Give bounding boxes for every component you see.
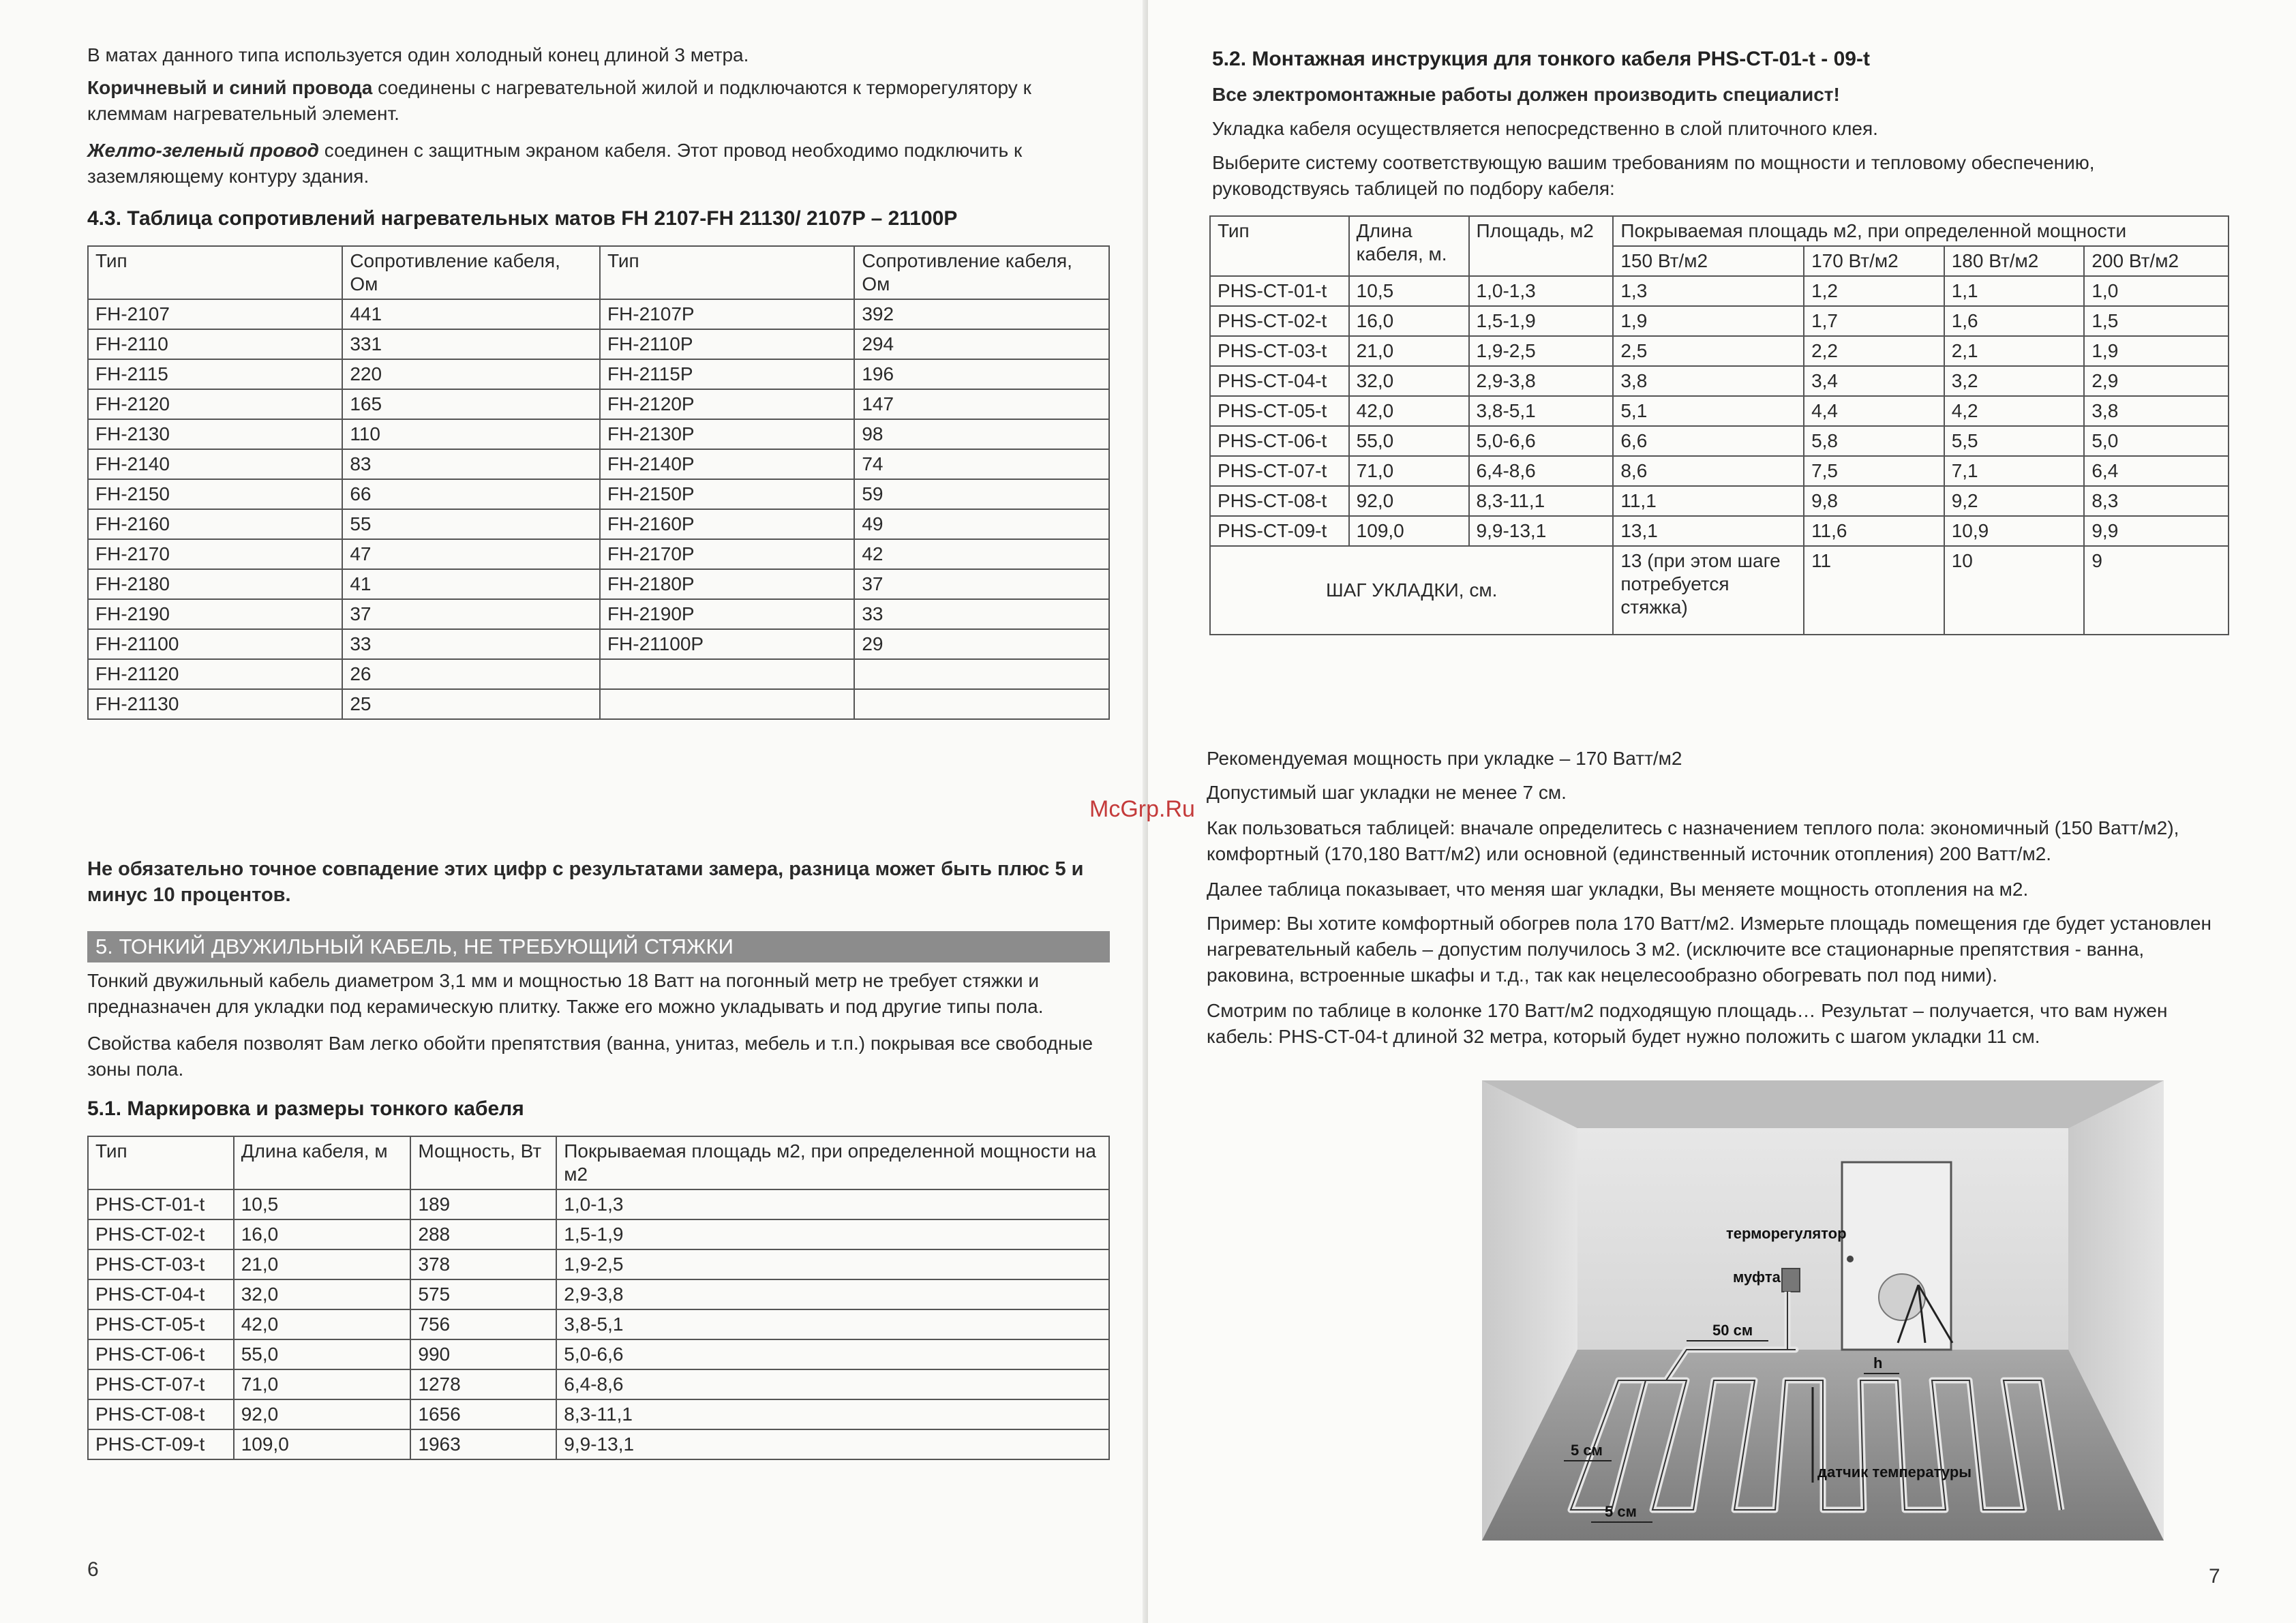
marking-cell: 378 [410, 1249, 556, 1279]
table-row [88, 1219, 1109, 1249]
resistance-cell: FH-2130 [88, 419, 342, 449]
selection-cell: PHS-CT-01-t [1210, 276, 1349, 306]
allowed-step: Допустимый шаг укладки не менее 7 см. [1207, 782, 1567, 803]
label-h: h [1873, 1354, 1883, 1371]
brown-blue-wires-label: Коричневый и синий провода [87, 77, 373, 98]
table-row [88, 1309, 1109, 1339]
resistance-cell: FH-2110 [88, 329, 342, 359]
resistance-cell: FH-2115 [88, 359, 342, 389]
marking-cell: 189 [410, 1189, 556, 1219]
power-header-cell: 200 Вт/м2 [2084, 246, 2229, 276]
table-row [88, 1279, 1109, 1309]
resistance-cell: FH-21120 [88, 659, 342, 689]
selection-cell: 6,6 [1613, 426, 1804, 456]
marking-header-cell: Тип [88, 1136, 234, 1189]
selection-cell: 21,0 [1349, 336, 1469, 366]
door-handle [1847, 1256, 1854, 1262]
marking-cell: 1278 [410, 1369, 556, 1399]
selection-cell: 2,9-3,8 [1469, 366, 1614, 396]
resistance-cell: 74 [854, 449, 1109, 479]
resistance-table-header [88, 246, 1109, 299]
selection-cell: 10,9 [1944, 516, 2085, 546]
marking-cell: 1,9-2,5 [556, 1249, 1109, 1279]
marking-cell: 10,5 [234, 1189, 411, 1219]
selection-cell: PHS-CT-07-t [1210, 456, 1349, 486]
selection-cell: 8,3 [2084, 486, 2229, 516]
resistance-table-heading: 4.3. Таблица сопротивлений нагревательных матов FH 2107-FH 21130/ 2107P – 21100P [87, 207, 958, 230]
specialist-warning: Все электромонтажные работы должен производить специалист! [1212, 84, 1840, 105]
resistance-header-cell: Тип [88, 246, 342, 299]
marking-cell: 71,0 [234, 1369, 411, 1399]
resistance-cell: 83 [342, 449, 600, 479]
selection-cell: 13,1 [1613, 516, 1804, 546]
selection-cell: 109,0 [1349, 516, 1469, 546]
table-row [1210, 366, 2229, 396]
resistance-cell: FH-21100P [600, 629, 854, 659]
selection-cell: 1,6 [1944, 306, 2085, 336]
selection-cell: 1,0-1,3 [1469, 276, 1614, 306]
resistance-cell: 47 [342, 539, 600, 569]
recommended-power: Рекомендуемая мощность при укладке – 170 Ватт/м2 [1207, 748, 1682, 769]
selection-cell: 9,2 [1944, 486, 2085, 516]
label-coupling: муфта [1733, 1269, 1781, 1286]
resistance-cell: 29 [854, 629, 1109, 659]
table-row [88, 419, 1109, 449]
floor-heating-diagram [1482, 1080, 2164, 1541]
ceiling [1482, 1080, 2164, 1128]
marking-cell: 92,0 [234, 1399, 411, 1429]
selection-cell: 4,2 [1944, 396, 2085, 426]
resistance-cell: 26 [342, 659, 600, 689]
selection-cell: PHS-CT-06-t [1210, 426, 1349, 456]
table-row [88, 1369, 1109, 1399]
resistance-cell: FH-2190 [88, 599, 342, 629]
resistance-cell: FH-2110P [600, 329, 854, 359]
table-row [1210, 276, 2229, 306]
resistance-cell: FH-2180 [88, 569, 342, 599]
marking-cell: 1,0-1,3 [556, 1189, 1109, 1219]
selection-cell: 3,4 [1804, 366, 1944, 396]
selection-cell: 1,7 [1804, 306, 1944, 336]
selection-cell: 8,3-11,1 [1469, 486, 1614, 516]
marking-cell: PHS-CT-05-t [88, 1309, 234, 1339]
choose-system-paragraph: Выберите систему соответствующую вашим требованиям по мощности и тепловому обеспечению, руководствуясь таблицей по подбору кабеля: [1212, 152, 2095, 199]
selection-cell: 1,1 [1944, 276, 2085, 306]
table-row [88, 689, 1109, 719]
marking-cell: 8,3-11,1 [556, 1399, 1109, 1429]
resistance-cell: FH-2190P [600, 599, 854, 629]
marking-cell: PHS-CT-07-t [88, 1369, 234, 1399]
resistance-cell: FH-2150P [600, 479, 854, 509]
selection-cell: PHS-CT-09-t [1210, 516, 1349, 546]
resistance-cell [600, 659, 854, 689]
resistance-cell: 331 [342, 329, 600, 359]
resistance-cell: FH-2180P [600, 569, 854, 599]
resistance-cell: FH-2140P [600, 449, 854, 479]
resistance-cell: 55 [342, 509, 600, 539]
table-row [88, 329, 1109, 359]
resistance-cell: 66 [342, 479, 600, 509]
resistance-cell: 110 [342, 419, 600, 449]
marking-header-cell: Покрываемая площадь м2, при определенной мощности на м2 [556, 1136, 1109, 1189]
marking-cell: 6,4-8,6 [556, 1369, 1109, 1399]
resistance-cell [854, 659, 1109, 689]
resistance-cell: FH-2107P [600, 299, 854, 329]
laying-step-label: ШАГ УКЛАДКИ, см. [1210, 546, 1613, 635]
selection-cell: 3,8 [1613, 366, 1804, 396]
selection-cell: 1,5-1,9 [1469, 306, 1614, 336]
selection-cell: PHS-CT-03-t [1210, 336, 1349, 366]
resistance-cell: 196 [854, 359, 1109, 389]
resistance-header-cell: Сопротивление кабеля, Ом [342, 246, 600, 299]
resistance-cell: 220 [342, 359, 600, 389]
resistance-cell: 37 [342, 599, 600, 629]
table-row [1210, 426, 2229, 456]
page-number-right: 7 [2209, 1565, 2220, 1588]
marking-cell: 32,0 [234, 1279, 411, 1309]
marking-cell: 21,0 [234, 1249, 411, 1279]
selection-cell: PHS-CT-02-t [1210, 306, 1349, 336]
marking-cell: 1656 [410, 1399, 556, 1429]
marking-cell: PHS-CT-09-t [88, 1429, 234, 1459]
resistance-cell: 392 [854, 299, 1109, 329]
selection-cell: 1,9 [1613, 306, 1804, 336]
label-sensor: датчик температуры [1817, 1463, 1972, 1481]
selection-cell: 6,4 [2084, 456, 2229, 486]
table-row [88, 629, 1109, 659]
marking-cell: 109,0 [234, 1429, 411, 1459]
marking-cell: 3,8-5,1 [556, 1309, 1109, 1339]
resistance-cell: 59 [854, 479, 1109, 509]
table-row [1210, 306, 2229, 336]
resistance-cell: FH-21100 [88, 629, 342, 659]
table-row [88, 659, 1109, 689]
resistance-cell: 294 [854, 329, 1109, 359]
resistance-cell: 98 [854, 419, 1109, 449]
table-row [1210, 516, 2229, 546]
selection-cell: 71,0 [1349, 456, 1469, 486]
selection-cell: 11,6 [1804, 516, 1944, 546]
laying-step-cell: 10 [1944, 546, 2085, 635]
selection-cell: 6,4-8,6 [1469, 456, 1614, 486]
label-50cm: 50 см [1712, 1322, 1753, 1339]
resistance-cell: 33 [342, 629, 600, 659]
selection-cell: 3,2 [1944, 366, 2085, 396]
cable-properties-paragraph: Свойства кабеля позволят Вам легко обойти препятствия (ванна, унитаз, мебель и т.п.) покрывая все свободные зоны пола. [87, 1033, 1093, 1080]
door [1842, 1162, 1951, 1350]
wall-socket [1879, 1274, 1925, 1320]
marking-cell: PHS-CT-06-t [88, 1339, 234, 1369]
label-5cm-b: 5 см [1605, 1503, 1637, 1520]
intro-paragraph: В матах данного типа используется один холодный конец длиной 3 метра. [87, 44, 749, 65]
thermostat-box [1782, 1269, 1800, 1292]
resistance-cell: FH-2130P [600, 419, 854, 449]
marking-table-heading: 5.1. Маркировка и размеры тонкого кабеля [87, 1097, 524, 1120]
brown-blue-wires-paragraph [87, 75, 1110, 127]
marking-cell: 42,0 [234, 1309, 411, 1339]
table-row [1210, 456, 2229, 486]
marking-cell: 5,0-6,6 [556, 1339, 1109, 1369]
selection-cell: 5,0 [2084, 426, 2229, 456]
col-length-header: Длина кабеля, м. [1349, 216, 1469, 276]
marking-cell: 288 [410, 1219, 556, 1249]
selection-cell: PHS-CT-05-t [1210, 396, 1349, 426]
right-page [1148, 0, 2296, 1623]
resistance-cell: 42 [854, 539, 1109, 569]
laying-method-paragraph: Укладка кабеля осуществляется непосредственно в слой плиточного клея. [1212, 118, 1878, 139]
tolerance-note: Не обязательно точное совпадение этих цифр с результатами замера, разница может быть плюс 5 и минус 10 процентов. [87, 858, 1084, 906]
page-number-left: 6 [87, 1558, 99, 1581]
marking-header-cell: Длина кабеля, м [234, 1136, 411, 1189]
table-row [1210, 486, 2229, 516]
label-thermostat: терморегулятор [1726, 1225, 1847, 1242]
table-row [1210, 396, 2229, 426]
table-row [88, 569, 1109, 599]
selection-cell: 2,1 [1944, 336, 2085, 366]
selection-cell: 9,9 [2084, 516, 2229, 546]
selection-cell: 5,5 [1944, 426, 2085, 456]
result-paragraph: Смотрим по таблице в колонке 170 Ватт/м2 подходящую площадь… Результат – получается, что вам нужен кабель: PHS-CT-04-t длиной 32 метра, который будет нужно положить с шагом укладки 11 см. [1207, 1000, 2168, 1047]
resistance-cell: FH-21130 [88, 689, 342, 719]
marking-cell: 990 [410, 1339, 556, 1369]
table-row [1210, 336, 2229, 366]
resistance-cell: 49 [854, 509, 1109, 539]
selection-cell: 5,0-6,6 [1469, 426, 1614, 456]
resistance-cell: FH-2120P [600, 389, 854, 419]
install-instruction-heading: 5.2. Монтажная инструкция для тонкого кабеля PHS-CT-01-t - 09-t [1212, 48, 1870, 70]
selection-cell: 1,0 [2084, 276, 2229, 306]
resistance-cell: FH-2115P [600, 359, 854, 389]
marking-cell: 9,9-13,1 [556, 1429, 1109, 1459]
laying-step-cell: 9 [2084, 546, 2229, 635]
selection-cell: 7,1 [1944, 456, 2085, 486]
table-row [88, 509, 1109, 539]
ground-wire-paragraph [87, 138, 1110, 189]
selection-cell: 11,1 [1613, 486, 1804, 516]
table-row [88, 1399, 1109, 1429]
power-header-cell: 180 Вт/м2 [1944, 246, 2085, 276]
selection-cell: 1,2 [1804, 276, 1944, 306]
resistance-cell: 33 [854, 599, 1109, 629]
resistance-cell: 37 [854, 569, 1109, 599]
brown-blue-wires-text: соединены с нагревательной жилой и подключаются к терморегулятору к клеммам нагревательный элемент. [87, 77, 1031, 124]
resistance-cell: 25 [342, 689, 600, 719]
table-row [88, 449, 1109, 479]
table-row [88, 1429, 1109, 1459]
laying-step-cell: 11 [1804, 546, 1944, 635]
table-row [88, 539, 1109, 569]
watermark: McGrp.Ru [1089, 796, 1195, 822]
resistance-cell: FH-2160 [88, 509, 342, 539]
thin-cable-description: Тонкий двужильный кабель диаметром 3,1 мм и мощностью 18 Ватт на погонный метр не требует стяжки и предназначен для укладки под керамическую плитку. Также его можно укладывать и под другие типы пола. [87, 970, 1044, 1017]
marking-cell: 2,9-3,8 [556, 1279, 1109, 1309]
step-power-paragraph: Далее таблица показывает, что меняя шаг укладки, Вы меняете мощность отопления на м2. [1207, 879, 2029, 900]
selection-cell: 2,2 [1804, 336, 1944, 366]
resistance-cell: 441 [342, 299, 600, 329]
col-area-header: Площадь, м2 [1469, 216, 1614, 276]
table-row [88, 299, 1109, 329]
marking-cell: 1,5-1,9 [556, 1219, 1109, 1249]
selection-cell: 1,9 [2084, 336, 2229, 366]
example-paragraph: Пример: Вы хотите комфортный обогрев пола 170 Ватт/м2. Измерьте площадь помещения где будет установлен нагревательный кабель – допустим получилось 3 м2. (исключите все стационарные препятствия - ванна, раковина, встроенные шкафы и т.д., так как нецелесообразно обогревать пол под ними). [1207, 913, 2211, 986]
resistance-cell: FH-2120 [88, 389, 342, 419]
marking-cell: PHS-CT-02-t [88, 1219, 234, 1249]
resistance-cell: 147 [854, 389, 1109, 419]
laying-step-cell: 13 (при этом шаге потребуется стяжка) [1613, 546, 1804, 635]
selection-cell: 1,9-2,5 [1469, 336, 1614, 366]
selection-cell: 42,0 [1349, 396, 1469, 426]
how-to-use-paragraph: Как пользоваться таблицей: вначале определитесь с назначением теплого пола: экономичный (150 Ватт/м2), комфортный (170,180 Ватт/м2) или основной (единственный источник отопления) 200 Ватт/м2. [1207, 817, 2179, 864]
selection-cell: 16,0 [1349, 306, 1469, 336]
selection-cell: 2,5 [1613, 336, 1804, 366]
power-header-cell: 150 Вт/м2 [1613, 246, 1804, 276]
selection-cell: 5,1 [1613, 396, 1804, 426]
power-header-cell: 170 Вт/м2 [1804, 246, 1944, 276]
table-row [88, 359, 1109, 389]
laying-step-row [1210, 546, 2229, 635]
marking-cell: 16,0 [234, 1219, 411, 1249]
cable-selection-header-row-1 [1210, 216, 2229, 246]
resistance-table [87, 245, 1110, 720]
table-row [88, 1189, 1109, 1219]
selection-cell: 32,0 [1349, 366, 1469, 396]
marking-cell: PHS-CT-01-t [88, 1189, 234, 1219]
marking-header-cell: Мощность, Вт [410, 1136, 556, 1189]
selection-cell: 9,9-13,1 [1469, 516, 1614, 546]
selection-cell: 4,4 [1804, 396, 1944, 426]
selection-cell: 10,5 [1349, 276, 1469, 306]
marking-cell: 756 [410, 1309, 556, 1339]
selection-cell: 5,8 [1804, 426, 1944, 456]
selection-cell: PHS-CT-08-t [1210, 486, 1349, 516]
resistance-cell: FH-2170P [600, 539, 854, 569]
table-row [88, 1339, 1109, 1369]
marking-table-header [88, 1136, 1109, 1189]
resistance-cell: 165 [342, 389, 600, 419]
resistance-cell [854, 689, 1109, 719]
col-type-header: Тип [1210, 216, 1349, 276]
resistance-header-cell: Тип [600, 246, 854, 299]
resistance-cell: FH-2107 [88, 299, 342, 329]
marking-cell: PHS-CT-04-t [88, 1279, 234, 1309]
selection-cell: 9,8 [1804, 486, 1944, 516]
table-row [88, 599, 1109, 629]
resistance-header-cell: Сопротивление кабеля, Ом [854, 246, 1109, 299]
col-coverage-header: Покрываемая площадь м2, при определенной мощности [1613, 216, 2229, 246]
table-row [88, 479, 1109, 509]
selection-cell: 8,6 [1613, 456, 1804, 486]
marking-table [87, 1136, 1110, 1460]
resistance-cell: FH-2150 [88, 479, 342, 509]
resistance-cell: 41 [342, 569, 600, 599]
selection-cell: 2,9 [2084, 366, 2229, 396]
selection-cell: 55,0 [1349, 426, 1469, 456]
marking-cell: 55,0 [234, 1339, 411, 1369]
selection-cell: PHS-CT-04-t [1210, 366, 1349, 396]
marking-cell: PHS-CT-08-t [88, 1399, 234, 1429]
resistance-cell: FH-2170 [88, 539, 342, 569]
selection-cell: 1,5 [2084, 306, 2229, 336]
marking-cell: 1963 [410, 1429, 556, 1459]
table-row [88, 1249, 1109, 1279]
ground-wire-text: соединен с защитным экраном кабеля. Этот провод необходимо подключить к заземляющему контуру здания. [87, 140, 1023, 187]
label-5cm-a: 5 см [1571, 1442, 1603, 1459]
resistance-cell [600, 689, 854, 719]
resistance-cell: FH-2160P [600, 509, 854, 539]
table-row [88, 389, 1109, 419]
selection-cell: 3,8-5,1 [1469, 396, 1614, 426]
selection-cell: 92,0 [1349, 486, 1469, 516]
resistance-cell: FH-2140 [88, 449, 342, 479]
section-5-banner: 5. ТОНКИЙ ДВУЖИЛЬНЫЙ КАБЕЛЬ, НЕ ТРЕБУЮЩИЙ СТЯЖКИ [87, 931, 1110, 962]
ground-wire-label: Желто-зеленый провод [87, 140, 319, 161]
marking-cell: 575 [410, 1279, 556, 1309]
selection-cell: 7,5 [1804, 456, 1944, 486]
marking-cell: PHS-CT-03-t [88, 1249, 234, 1279]
cable-selection-table [1209, 215, 2229, 635]
selection-cell: 1,3 [1613, 276, 1804, 306]
selection-cell: 3,8 [2084, 396, 2229, 426]
